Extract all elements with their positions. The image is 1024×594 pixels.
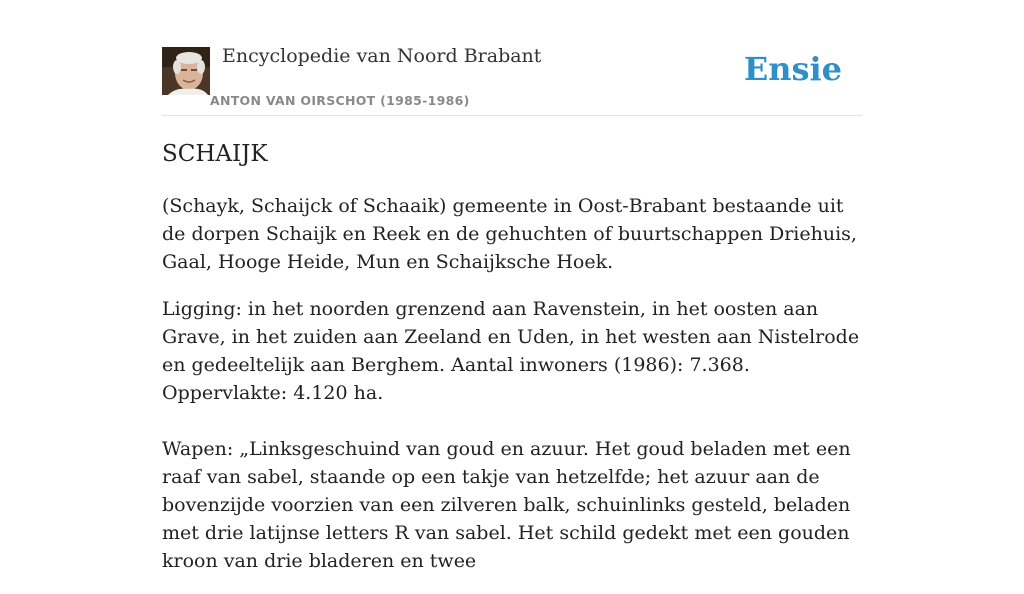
author-portrait-icon — [162, 47, 210, 95]
header — [162, 0, 862, 116]
article-title: SCHAIJK — [162, 141, 268, 167]
article-paragraph: Wapen: „Linksgeschuind van goud en azuur. Het goud beladen met een raaf van sabel, staande op een takje van hetzelfde; het azuur aan de bovenzijde voorzien van een zilveren balk, schuinlinks gesteld, beladen met drie latijnse letters R van sabel. Het schild gedekt met een gouden kroon van drie bladeren en twee — [162, 438, 851, 572]
author-name[interactable]: ANTON VAN OIRSCHOT (1985-1986) — [210, 93, 470, 108]
article-paragraph: (Schayk, Schaijck of Schaaik) gemeente in Oost-Brabant bestaande uit de dorpen Schaijk en Reek en de gehuchten of buurtschappen Driehuis, Gaal, Hooge Heide, Mun en Schaijksche Hoek. — [162, 195, 857, 273]
source-title[interactable]: Encyclopedie van Noord Brabant — [222, 45, 542, 67]
article — [162, 138, 862, 594]
article-paragraph: Ligging: in het noorden grenzend aan Ravenstein, in het oosten aan Grave, in het zuiden aan Zeeland en Uden, in het westen aan Nistelrode en gedeeltelijk aan Berghem. Aantal inwoners (1986): 7.368. Oppervlakte: 4.120 ha. — [162, 298, 860, 404]
ensie-logo[interactable]: Ensie — [743, 50, 842, 88]
avatar[interactable] — [162, 47, 210, 95]
